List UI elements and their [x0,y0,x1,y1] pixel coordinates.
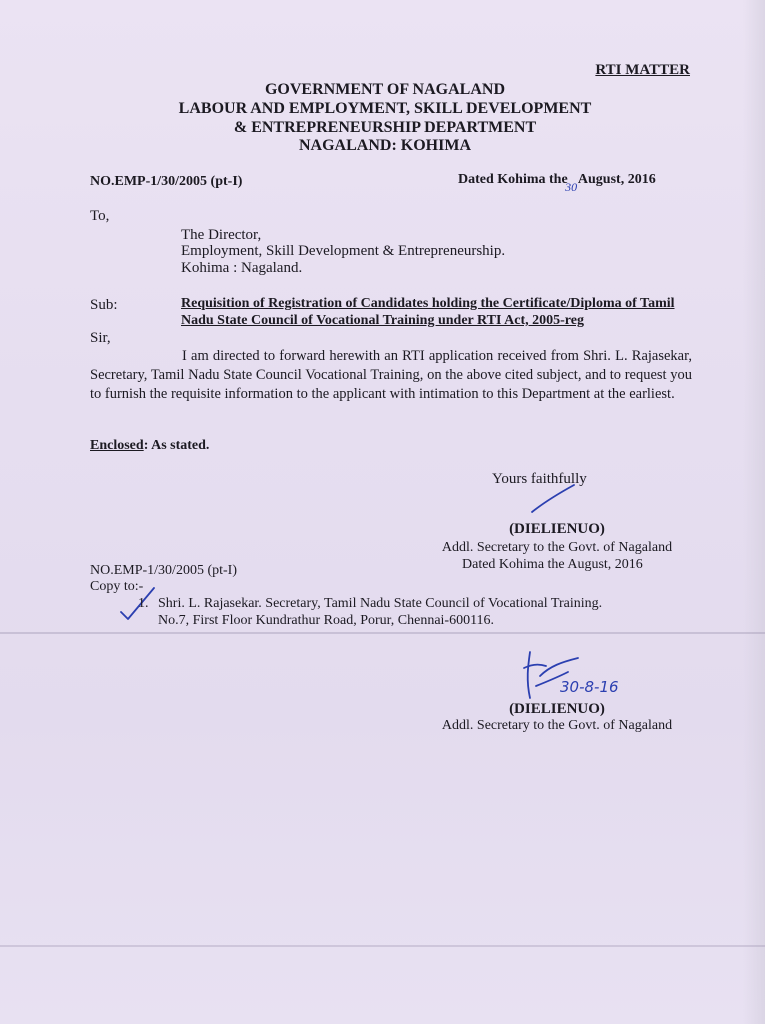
paper-edge-shadow [743,0,765,1024]
enclosed-line [90,438,209,454]
dated-prefix: Dated Kohima the [458,172,568,187]
addressee-line-3: Kohima : Nagaland. [181,260,303,276]
fold-line [0,945,765,947]
closing: Yours faithfully [492,471,587,487]
body-paragraph: I am directed to forward herewith an RTI application received from Shri. L. Rajasekar, Secretary, Tamil Nadu State Council Vocational Training, on the above cited subject, and to request you to furnish the requisite information to the applicant with intimation to this Department at the earliest. [90,348,692,402]
copy-item-number: 1. [138,596,149,611]
fold-line [0,632,765,634]
header-line-4: NAGALAND: KOHIMA [299,137,471,154]
header-line-2: LABOUR AND EMPLOYMENT, SKILL DEVELOPMENT [178,100,592,117]
copy-item-line-2: No.7, First Floor Kundrathur Road, Porur, Chennai-600116. [158,613,495,628]
rti-matter-label: RTI MATTER [595,62,690,78]
salutation: Sir, [90,330,111,346]
subject-label: Sub: [90,297,118,313]
second-signatory-designation: Addl. Secretary to the Govt. of Nagaland [441,718,673,733]
enclosed-label: Enclosed [90,438,144,453]
reference-number: NO.EMP-1/30/2005 (pt-I) [90,174,243,189]
reference-date: Dated Kohima the 30 August, 2016 [458,172,656,194]
handwritten-signature [516,646,586,706]
copy-dated: Dated Kohima the August, 2016 [462,557,643,572]
header-line-1: GOVERNMENT OF NAGALAND [264,81,505,98]
dated-suffix: August, 2016 [577,172,656,187]
addressee-line-2: Employment, Skill Development & Entrepreneurship. [181,243,506,259]
copy-to-label: Copy to:- [90,579,144,594]
second-signatory-name: (DIELIENUO) [509,701,605,717]
signatory-name: (DIELIENUO) [509,521,605,537]
copy-reference-number: NO.EMP-1/30/2005 (pt-I) [90,563,237,578]
header-line-3: & ENTREPRENEURSHIP DEPARTMENT [233,119,537,136]
addressee-line-1: The Director, [181,227,262,243]
enclosed-text: : As stated. [143,438,210,453]
to-label: To, [90,208,110,224]
signature-mark [528,482,578,516]
subject-text: Requisition of Registration of Candidates holding the Certificate/Diploma of Tamil Nadu State Council of Vocational Training under RTI Act, 2005-reg [181,296,675,328]
copy-item-line-1: Shri. L. Rajasekar. Secretary, Tamil Nadu State Council of Vocational Training. [158,596,603,611]
handwritten-date: 30-8-16 [560,678,619,696]
signatory-designation: Addl. Secretary to the Govt. of Nagaland [441,540,673,555]
